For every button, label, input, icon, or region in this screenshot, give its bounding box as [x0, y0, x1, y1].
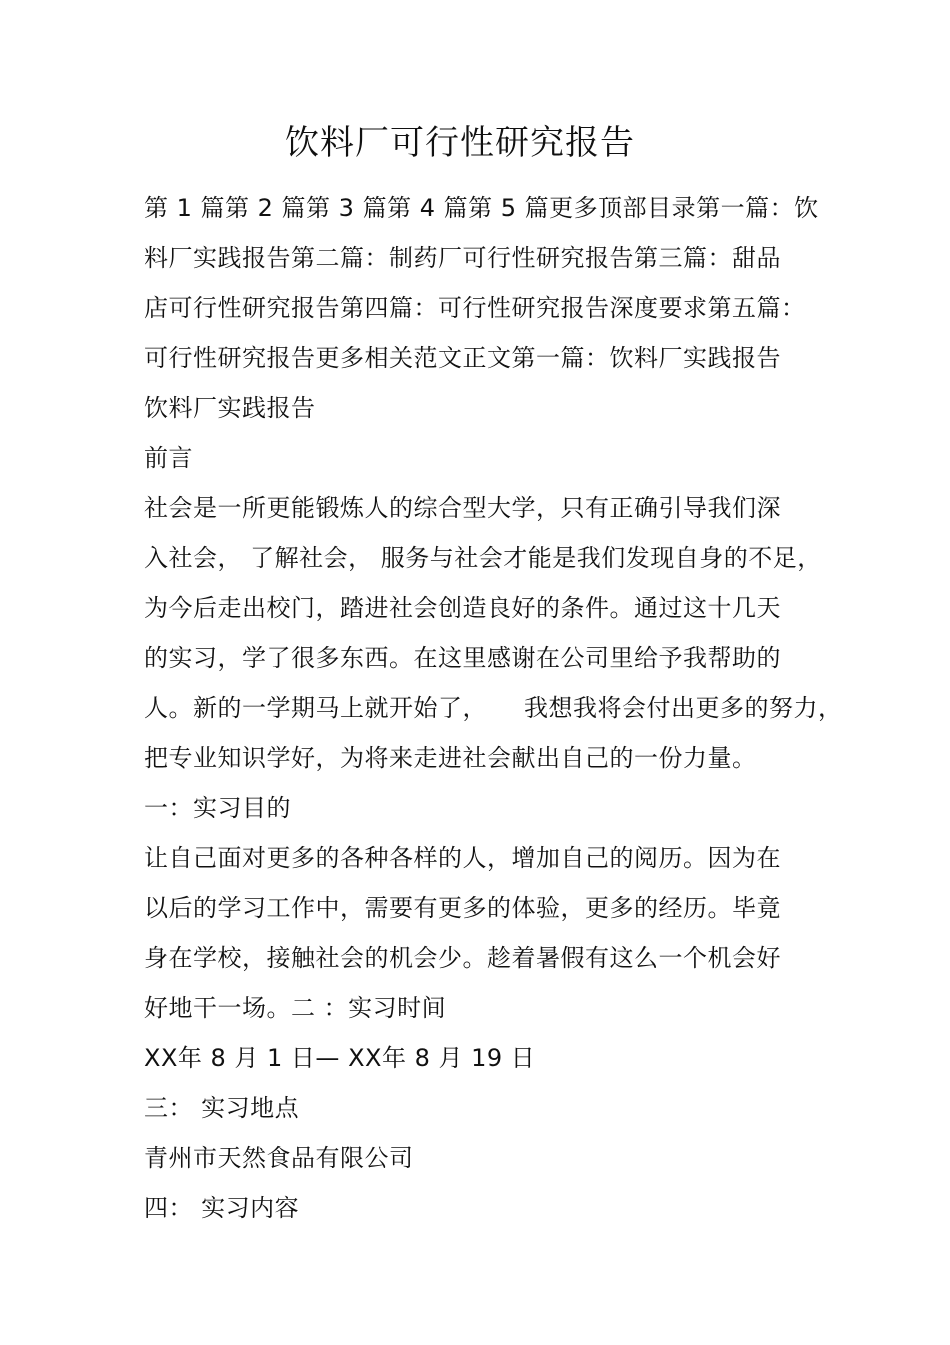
body-line-1: 第 1 篇第 2 篇第 3 篇第 4 篇第 5 篇更多顶部目录第一篇：饮 — [144, 194, 819, 222]
section-heading-preface: 前言 — [144, 444, 193, 472]
body-line-4: 可行性研究报告更多相关范文正文第一篇：饮料厂实践报告 — [144, 344, 781, 372]
body-line-8: 入社会， 了解社会， 服务与社会才能是我们发现自身的不足， — [144, 544, 822, 572]
body-line-16: 身在学校，接触社会的机会少。趁着暑假有这么一个机会好 — [144, 944, 781, 972]
body-line-14: 让自己面对更多的各种各样的人，增加自己的阅历。因为在 — [144, 844, 781, 872]
body-line-10: 的实习，学了很多东西。在这里感谢在公司里给予我帮助的 — [144, 644, 781, 672]
section-heading-purpose: 一：实习目的 — [144, 794, 291, 822]
body-line-15: 以后的学习工作中，需要有更多的体验，更多的经历。毕竟 — [144, 894, 781, 922]
section-heading-location: 三： 实习地点 — [144, 1094, 300, 1122]
internship-dates: XX年 8 月 1 日— XX年 8 月 19 日 — [144, 1044, 536, 1072]
page-title: 饮料厂可行性研究报告 — [285, 123, 635, 163]
body-line-7: 社会是一所更能锻炼人的综合型大学，只有正确引导我们深 — [144, 494, 781, 522]
body-line-17: 好地干一场。二 ：实习时间 — [144, 994, 447, 1022]
company-name: 青州市天然食品有限公司 — [144, 1144, 414, 1172]
section-heading-practice-report: 饮料厂实践报告 — [144, 394, 316, 422]
body-line-11: 人。新的一学期马上就开始了， 我想我将会付出更多的努力， — [144, 694, 843, 722]
body-line-3: 店可行性研究报告第四篇：可行性研究报告深度要求第五篇： — [144, 294, 806, 322]
body-line-12: 把专业知识学好，为将来走进社会献出自己的一份力量。 — [144, 744, 757, 772]
body-line-9: 为今后走出校门，踏进社会创造良好的条件。通过这十几天 — [144, 594, 781, 622]
body-line-2: 料厂实践报告第二篇：制药厂可行性研究报告第三篇：甜品 — [144, 244, 781, 272]
section-heading-content: 四： 实习内容 — [144, 1194, 300, 1222]
